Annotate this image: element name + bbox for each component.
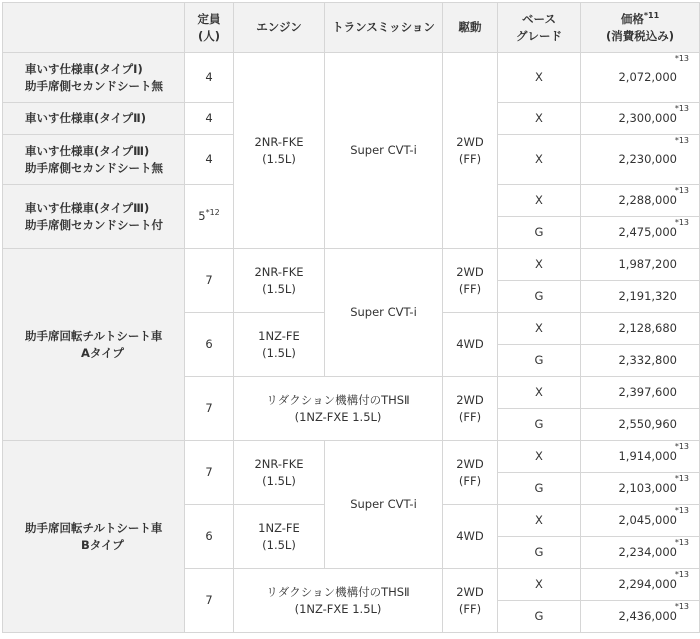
- engine-displacement: (1.5L): [262, 345, 296, 360]
- price-cell: [581, 249, 700, 281]
- model-sub: 助手席側セカンドシート無: [25, 78, 163, 93]
- capacity-cell: 7: [185, 441, 234, 505]
- engine-cell: [234, 313, 325, 377]
- price-value: 2,294,000: [618, 577, 677, 591]
- capacity-cell: 4: [185, 135, 234, 185]
- grade-cell: X: [498, 377, 581, 409]
- model-name: 助手席回転チルトシート車: [25, 520, 163, 535]
- model-sub: 助手席側セカンドシート無: [25, 160, 163, 175]
- price-cell: [581, 135, 700, 185]
- capacity-cell: 6: [185, 313, 234, 377]
- price-note: *13: [674, 218, 689, 227]
- price-value: 2,072,000: [618, 70, 677, 84]
- price-note: *13: [674, 570, 689, 579]
- engine-displacement: (1.5L): [262, 281, 296, 296]
- engine-cell: [234, 249, 325, 313]
- engine-name: 1NZ-FE: [258, 328, 300, 343]
- hybrid-cell: [234, 377, 443, 441]
- price-value: 2,045,000: [618, 513, 677, 527]
- grade-cell: X: [498, 53, 581, 103]
- grade-cell: X: [498, 569, 581, 601]
- grade-cell: X: [498, 185, 581, 217]
- header-capacity: [185, 3, 234, 53]
- price-value: 2,300,000: [618, 111, 677, 125]
- model-name: 車いす仕様車(タイプⅢ): [25, 200, 150, 215]
- price-cell: [581, 217, 700, 249]
- header-base-grade-l2: グレード: [516, 28, 562, 43]
- engine-displacement: (1.5L): [262, 151, 296, 166]
- price-value: 2,191,320: [618, 289, 677, 303]
- grade-cell: G: [498, 281, 581, 313]
- grade-cell: G: [498, 473, 581, 505]
- engine-cell: [234, 441, 325, 505]
- price-note: *13: [674, 54, 689, 63]
- engine-name: 2NR-FKE: [254, 456, 304, 471]
- grade-cell: X: [498, 505, 581, 537]
- model-sub: Bタイプ: [81, 537, 124, 552]
- header-capacity-unit: (人): [197, 28, 220, 43]
- drive-type: 2WD: [456, 392, 484, 407]
- hybrid-engine: (1NZ-FXE 1.5L): [294, 601, 382, 616]
- drive-type: 2WD: [456, 134, 484, 149]
- drive-type: 2WD: [456, 264, 484, 279]
- price-value: 2,230,000: [618, 152, 677, 166]
- price-value: 2,436,000: [618, 609, 677, 623]
- capacity-note: *12: [205, 208, 220, 217]
- price-cell: [581, 505, 700, 537]
- price-note: *13: [674, 104, 689, 113]
- price-value: 2,332,800: [618, 353, 677, 367]
- header-base-grade-l1: ベース: [522, 11, 556, 26]
- transmission-cell: Super CVT-i: [325, 53, 443, 249]
- header-drive: 駆動: [443, 3, 498, 53]
- price-value: 2,475,000: [618, 225, 677, 239]
- price-note: *13: [674, 602, 689, 611]
- grade-cell: X: [498, 135, 581, 185]
- drive-cell: [443, 249, 498, 313]
- drive-cell: [443, 441, 498, 505]
- capacity-cell: 6: [185, 505, 234, 569]
- grade-cell: X: [498, 249, 581, 281]
- price-cell: [581, 601, 700, 633]
- header-engine: エンジン: [234, 3, 325, 53]
- drive-cell: [443, 569, 498, 633]
- price-cell: [581, 441, 700, 473]
- grade-cell: X: [498, 313, 581, 345]
- price-cell: [581, 281, 700, 313]
- price-value: 2,288,000: [618, 193, 677, 207]
- price-value: 2,128,680: [618, 321, 677, 335]
- price-value: 2,397,600: [618, 385, 677, 399]
- capacity-cell: 7: [185, 569, 234, 633]
- capacity-cell: 7: [185, 249, 234, 313]
- hybrid-cell: [234, 569, 443, 633]
- header-model: [3, 3, 185, 53]
- grade-cell: G: [498, 537, 581, 569]
- engine-displacement: (1.5L): [262, 537, 296, 552]
- grade-cell: G: [498, 217, 581, 249]
- header-price-label: 価格$^{*11}$: [620, 10, 660, 26]
- engine-cell: [234, 53, 325, 249]
- model-name: 車いす仕様車(タイプⅡ): [25, 111, 147, 125]
- transmission-cell: Super CVT-i: [325, 249, 443, 377]
- price-value: 1,987,200: [618, 257, 677, 271]
- price-note: *13: [674, 506, 689, 515]
- price-value: 2,103,000: [618, 481, 677, 495]
- grade-cell: G: [498, 601, 581, 633]
- header-price-tax: (消費税込み): [605, 28, 674, 43]
- header-capacity-label: 定員: [197, 11, 221, 26]
- engine-name: 1NZ-FE: [258, 520, 300, 535]
- price-cell: [581, 537, 700, 569]
- price-note: *13: [674, 474, 689, 483]
- header-transmission: トランスミッション: [325, 3, 443, 53]
- engine-name: 2NR-FKE: [254, 264, 304, 279]
- capacity-cell: 5$^{*12}$: [185, 185, 234, 249]
- header-base-grade: [498, 3, 581, 53]
- price-note: *13: [674, 538, 689, 547]
- model-cell: [3, 135, 185, 185]
- model-cell: [3, 185, 185, 249]
- model-sub: Aタイプ: [81, 345, 124, 360]
- capacity-cell: 4: [185, 103, 234, 135]
- drive-layout: (FF): [458, 473, 482, 488]
- model-name: 車いす仕様車(タイプⅠ): [25, 61, 143, 76]
- price-cell: [581, 409, 700, 441]
- grade-cell: G: [498, 409, 581, 441]
- spec-price-table: [2, 2, 700, 633]
- price-note: *13: [674, 186, 689, 195]
- drive-layout: (FF): [458, 151, 482, 166]
- engine-name: 2NR-FKE: [254, 134, 304, 149]
- hybrid-engine: (1NZ-FXE 1.5L): [294, 409, 382, 424]
- drive-type: 2WD: [456, 456, 484, 471]
- hybrid-system: リダクション機構付のTHSⅡ: [266, 392, 410, 407]
- price-cell: [581, 473, 700, 505]
- drive-type: 2WD: [456, 584, 484, 599]
- price-value: 2,234,000: [618, 545, 677, 559]
- drive-layout: (FF): [458, 409, 482, 424]
- model-name: 助手席回転チルトシート車: [25, 328, 163, 343]
- price-cell: [581, 313, 700, 345]
- price-note: *13: [674, 136, 689, 145]
- price-cell: [581, 345, 700, 377]
- header-price: [581, 3, 700, 53]
- drive-cell: 4WD: [443, 505, 498, 569]
- capacity-cell: 7: [185, 377, 234, 441]
- price-cell: [581, 569, 700, 601]
- model-cell: [3, 103, 185, 135]
- model-cell: [3, 249, 185, 441]
- price-note: *13: [674, 442, 689, 451]
- drive-cell: 4WD: [443, 313, 498, 377]
- header-price-note: *11: [643, 10, 660, 20]
- drive-cell: [443, 53, 498, 249]
- engine-displacement: (1.5L): [262, 473, 296, 488]
- price-cell: [581, 53, 700, 103]
- grade-cell: X: [498, 103, 581, 135]
- grade-cell: X: [498, 441, 581, 473]
- price-cell: [581, 377, 700, 409]
- hybrid-system: リダクション機構付のTHSⅡ: [266, 584, 410, 599]
- price-value: 2,550,960: [618, 417, 677, 431]
- engine-cell: [234, 505, 325, 569]
- drive-layout: (FF): [458, 601, 482, 616]
- price-cell: [581, 103, 700, 135]
- drive-cell: [443, 377, 498, 441]
- model-cell: [3, 53, 185, 103]
- model-cell: [3, 441, 185, 633]
- price-cell: [581, 185, 700, 217]
- model-sub: 助手席側セカンドシート付: [25, 217, 163, 232]
- model-name: 車いす仕様車(タイプⅢ): [25, 143, 150, 158]
- price-value: 1,914,000: [618, 449, 677, 463]
- capacity-cell: 4: [185, 53, 234, 103]
- drive-layout: (FF): [458, 281, 482, 296]
- grade-cell: G: [498, 345, 581, 377]
- transmission-cell: Super CVT-i: [325, 441, 443, 569]
